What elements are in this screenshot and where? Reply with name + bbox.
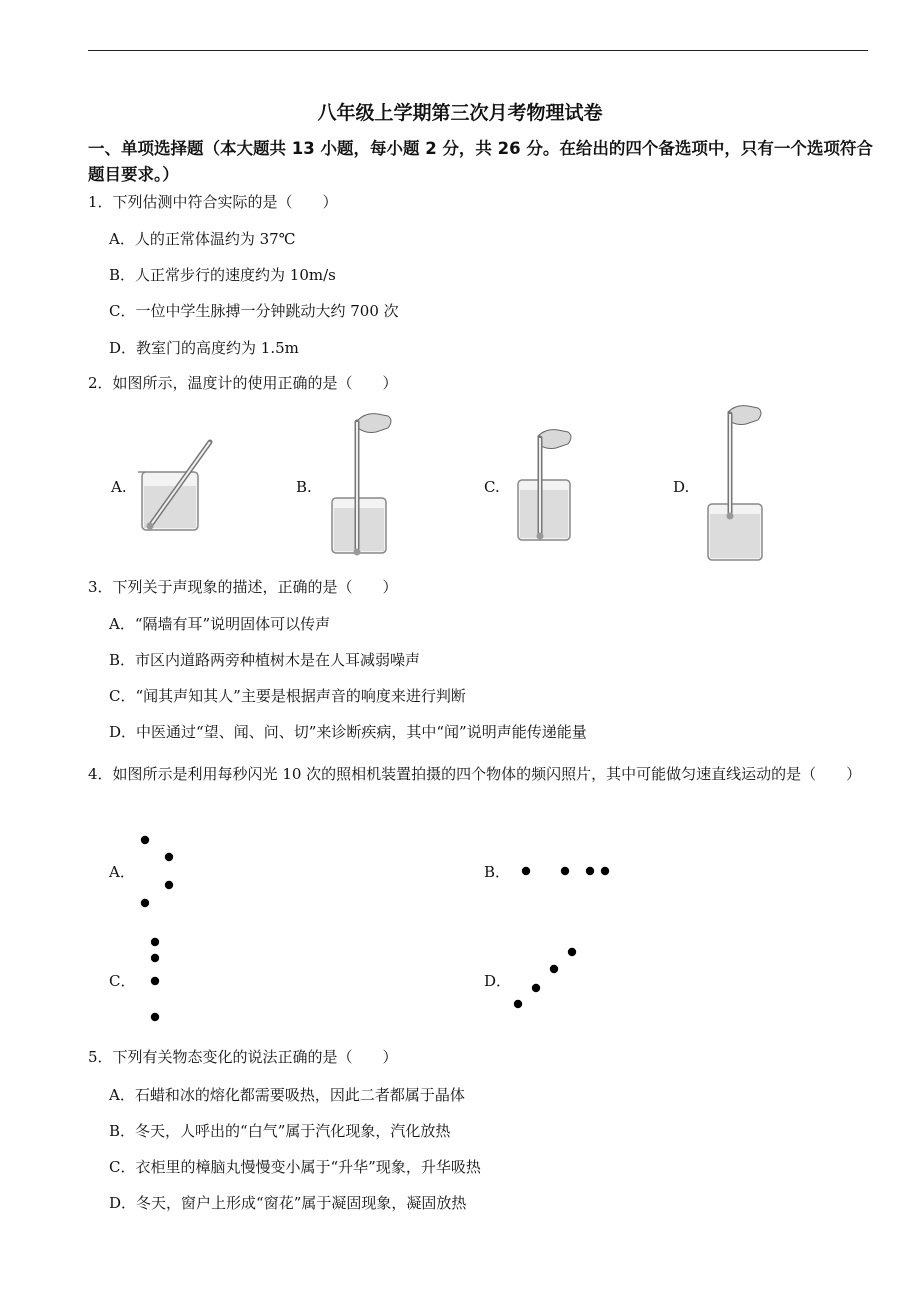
thermometer-figure-b	[326, 412, 406, 557]
question-4-label-c[interactable]: C．	[109, 972, 136, 990]
question-4-stem: 4．如图所示是利用每秒闪光 10 次的照相机装置拍摄的四个物体的频闪照片，其中可能做匀速直线运动的是（ ）	[88, 765, 862, 783]
question-5-option-b[interactable]: B．冬天，人呼出的“白气”属于汽化现象，汽化放热	[109, 1122, 451, 1140]
strobe-c-dot	[151, 977, 159, 985]
strobe-c-dot	[151, 954, 159, 962]
question-2-label-d[interactable]: D.	[673, 478, 690, 496]
strobe-a-dot	[165, 881, 173, 889]
strobe-b-dot	[561, 867, 569, 875]
question-2-label-c[interactable]: C.	[484, 478, 500, 496]
question-3-stem: 3．下列关于声现象的描述，正确的是（ ）	[88, 578, 398, 596]
thermometer-figure-d	[702, 404, 782, 564]
question-5-option-d[interactable]: D．冬天，窗户上形成“窗花”属于凝固现象，凝固放热	[109, 1194, 467, 1212]
page-title: 八年级上学期第三次月考物理试卷	[317, 102, 603, 124]
question-1-option-d[interactable]: D．教室门的高度约为 1.5m	[109, 339, 299, 357]
strobe-b-dot	[522, 867, 530, 875]
question-3-option-d[interactable]: D．中医通过“望、闻、问、切”来诊断疾病，其中“闻”说明声能传递能量	[109, 723, 587, 741]
question-3-option-a[interactable]: A．“隔墙有耳”说明固体可以传声	[109, 615, 331, 633]
thermometer-figure-a	[138, 436, 228, 536]
question-4-label-b[interactable]: B．	[484, 863, 511, 881]
question-4-label-a[interactable]: A．	[109, 863, 135, 881]
strobe-d-dot	[514, 1000, 522, 1008]
question-1-option-a[interactable]: A．人的正常体温约为 37℃	[109, 230, 296, 248]
strobe-b-dot	[601, 867, 609, 875]
question-1-stem: 1．下列估测中符合实际的是（ ）	[88, 193, 338, 211]
strobe-a-dot	[141, 836, 149, 844]
strobe-b-dot	[586, 867, 594, 875]
question-5-option-c[interactable]: C．衣柜里的樟脑丸慢慢变小属于“升华”现象，升华吸热	[109, 1158, 481, 1176]
question-5-option-a[interactable]: A．石蜡和冰的熔化都需要吸热，因此二者都属于晶体	[109, 1086, 465, 1104]
strobe-d-dot	[532, 984, 540, 992]
strobe-figure-d	[0, 0, 1, 1]
question-1-option-c[interactable]: C．一位中学生脉搏一分钟跳动大约 700 次	[109, 302, 399, 320]
question-2-label-a[interactable]: A.	[111, 478, 127, 496]
section-heading: 一、单项选择题（本大题共 13 小题，每小题 2 分，共 26 分。在给出的四个备选项中，只有一个选项符合题目要求。）	[88, 139, 873, 184]
question-2-label-b[interactable]: B.	[296, 478, 312, 496]
strobe-c-dot	[151, 938, 159, 946]
thermometer-figure-c	[512, 428, 592, 548]
strobe-a-dot	[141, 899, 149, 907]
question-4-label-d[interactable]: D．	[484, 972, 512, 990]
header-rule	[88, 50, 868, 51]
question-3-option-c[interactable]: C．“闻其声知其人”主要是根据声音的响度来进行判断	[109, 687, 466, 705]
question-3-option-b[interactable]: B．市区内道路两旁种植树木是在人耳减弱噪声	[109, 651, 421, 669]
strobe-d-dot	[550, 965, 558, 973]
question-5-stem: 5．下列有关物态变化的说法正确的是（ ）	[88, 1048, 398, 1066]
strobe-c-dot	[151, 1013, 159, 1021]
question-2-stem: 2．如图所示，温度计的使用正确的是（ ）	[88, 374, 398, 392]
strobe-a-dot	[165, 853, 173, 861]
strobe-d-dot	[568, 948, 576, 956]
question-1-option-b[interactable]: B．人正常步行的速度约为 10m/s	[109, 266, 336, 284]
